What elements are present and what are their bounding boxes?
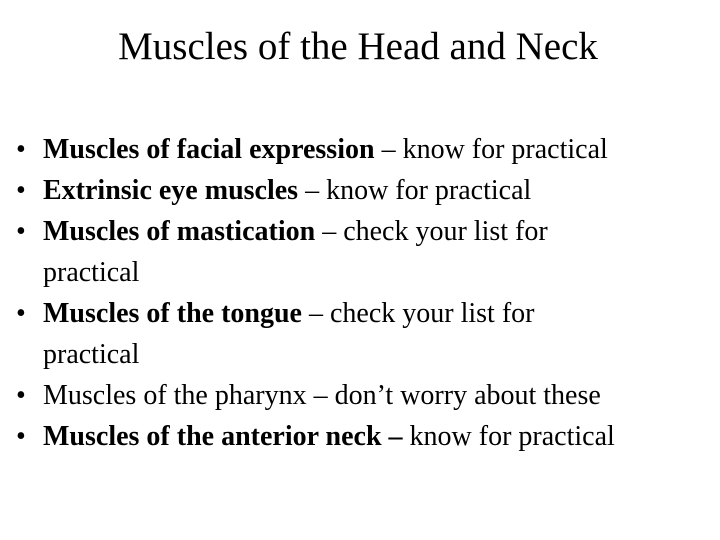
item-emphasis: Extrinsic eye muscles bbox=[43, 175, 299, 206]
bullet-icon: • bbox=[16, 216, 26, 247]
item-emphasis: Muscles of mastication bbox=[43, 216, 316, 247]
bullet-list bbox=[16, 129, 716, 457]
list-item bbox=[16, 170, 716, 211]
bullet-icon: • bbox=[16, 175, 26, 206]
item-detail: – know for practical bbox=[298, 175, 532, 206]
list-item bbox=[16, 211, 628, 293]
item-detail: – know for practical bbox=[374, 134, 608, 165]
bullet-icon: • bbox=[16, 380, 26, 411]
item-emphasis: Muscles of facial expression bbox=[43, 134, 375, 165]
bullet-icon: • bbox=[16, 421, 26, 452]
list-item bbox=[16, 375, 716, 416]
list-item bbox=[16, 293, 628, 375]
bullet-icon: • bbox=[16, 298, 26, 329]
bullet-icon: • bbox=[16, 134, 26, 165]
item-detail: – check your list for practical bbox=[43, 216, 548, 288]
item-detail: know for practical bbox=[402, 421, 615, 452]
list-item bbox=[16, 416, 716, 457]
list-item bbox=[16, 129, 716, 170]
item-emphasis: Muscles of the tongue bbox=[43, 298, 302, 329]
item-emphasis: Muscles of the anterior neck – bbox=[43, 421, 403, 452]
item-detail: – check your list for practical bbox=[43, 298, 535, 370]
slide-title: Muscles of the Head and Neck bbox=[118, 25, 598, 68]
item-detail: Muscles of the pharynx – don’t worry about these bbox=[43, 380, 601, 411]
